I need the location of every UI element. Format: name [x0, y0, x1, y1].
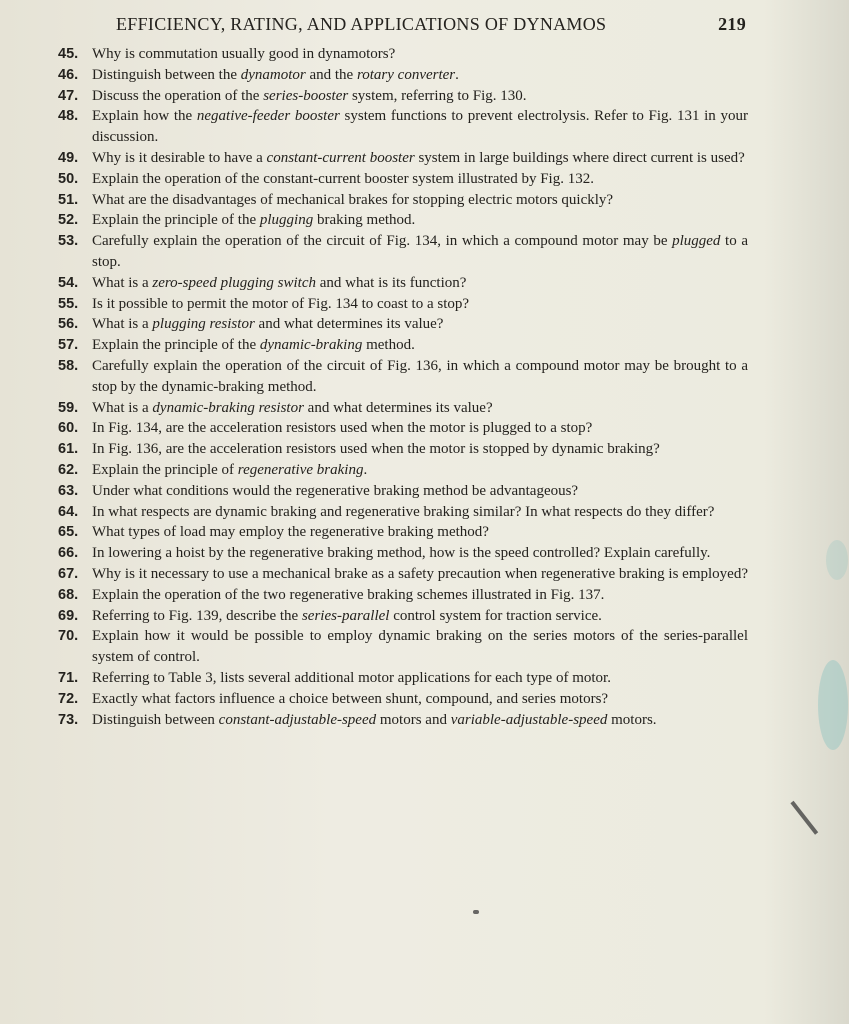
question-list	[58, 44, 748, 730]
question-text-segment: Referring to Fig. 139, describe the	[92, 607, 302, 624]
question-text	[92, 190, 748, 211]
question-text-segment: motors.	[607, 711, 657, 728]
question-text-segment: .	[455, 66, 459, 83]
question-number: 49.	[58, 149, 79, 166]
question-text-segment: Explain the operation of the two regenerative braking schemes illustrated in Fig. 137.	[92, 586, 605, 603]
question-number: 59.	[58, 399, 79, 416]
question-text	[92, 398, 748, 419]
question-text-segment: Distinguish between the	[92, 66, 241, 83]
question-item	[58, 273, 748, 294]
emphasized-term: zero-speed plugging switch	[152, 274, 316, 291]
question-text	[92, 689, 748, 710]
emphasized-term: variable-adjustable-speed	[450, 711, 608, 728]
question-text-segment: In what respects are dynamic braking and regenerative braking similar? In what respects do they differ?	[92, 503, 715, 520]
question-text	[92, 564, 748, 585]
question-text-segment: In Fig. 134, are the acceleration resistors used when the motor is plugged to a stop?	[92, 420, 593, 437]
emphasized-term: regenerative braking	[237, 461, 364, 478]
question-text	[92, 481, 748, 502]
question-text-segment: Explain how it would be possible to employ dynamic braking on the series motors of the series-parallel system of control.	[92, 628, 748, 666]
question-number: 45.	[58, 46, 79, 62]
question-text-segment: Explain how the	[92, 108, 197, 125]
question-item	[58, 335, 748, 356]
question-text-segment: Explain the principle of the	[92, 212, 260, 229]
question-text	[92, 626, 748, 668]
question-item	[58, 169, 748, 190]
emphasized-term: negative-feeder booster	[196, 108, 340, 125]
question-item	[58, 543, 748, 564]
question-text-segment: to a stop.	[92, 233, 749, 270]
question-number: 50.	[58, 170, 79, 187]
question-text	[92, 314, 748, 335]
emphasized-term: plugging	[259, 212, 314, 229]
emphasized-term: constant-adjustable-speed	[218, 711, 377, 728]
question-text-segment: method.	[362, 337, 415, 354]
question-number: 63.	[58, 482, 79, 499]
question-number: 52.	[58, 212, 79, 229]
question-item	[58, 418, 748, 439]
question-text	[92, 606, 748, 627]
question-text	[92, 86, 748, 107]
question-number: 56.	[58, 316, 79, 333]
water-stain	[818, 660, 848, 750]
question-text-segment: Under what conditions would the regenerative braking method be advantageous?	[92, 482, 579, 499]
question-text-segment: What types of load may employ the regenerative braking method?	[92, 524, 489, 541]
question-number: 55.	[58, 295, 79, 312]
emphasized-term: dynamic-braking resistor	[152, 399, 304, 416]
question-text	[92, 106, 748, 148]
question-item	[58, 481, 748, 502]
question-number: 57.	[58, 337, 79, 354]
question-item	[58, 626, 748, 668]
question-text	[92, 502, 748, 523]
question-number: 70.	[58, 628, 79, 645]
ink-dot	[473, 910, 479, 914]
question-text-segment: system, referring to Fig. 130.	[348, 87, 527, 104]
question-text	[92, 273, 748, 294]
question-text	[92, 294, 748, 315]
question-text	[92, 148, 748, 169]
question-text	[92, 543, 748, 564]
question-number: 53.	[58, 233, 79, 250]
emphasized-term: dynamotor	[240, 66, 306, 83]
question-text-segment: control system for traction service.	[389, 607, 602, 624]
question-number: 47.	[58, 87, 79, 104]
question-text	[92, 356, 748, 398]
question-text	[92, 439, 748, 460]
question-item	[58, 689, 748, 710]
question-text-segment: system functions to prevent electrolysis. Refer to Fig. 131 in your discussion.	[92, 108, 748, 146]
question-item	[58, 398, 748, 419]
question-text-segment: Distinguish between	[92, 711, 219, 728]
question-text	[92, 460, 748, 481]
question-number: 69.	[58, 607, 79, 624]
question-number: 46.	[58, 66, 79, 83]
question-item	[58, 314, 748, 335]
chapter-title: EFFICIENCY, RATING, AND APPLICATIONS OF DYNAMOS	[116, 14, 607, 34]
question-text-segment: Discuss the operation of the	[92, 87, 264, 104]
question-number: 64.	[58, 503, 79, 520]
question-text-segment: Why is it desirable to have a	[92, 149, 267, 166]
question-text-segment: What is a	[92, 399, 153, 416]
question-item	[58, 460, 748, 481]
question-text-segment: and what determines its value?	[303, 399, 493, 416]
question-item	[58, 65, 748, 86]
question-text-segment: Why is it necessary to use a mechanical brake as a safety precaution when regenerative braking is employed?	[92, 565, 748, 582]
question-text-segment: and what is its function?	[316, 274, 467, 291]
question-text-segment: and what determines its value?	[254, 316, 444, 333]
question-item	[58, 210, 748, 231]
question-item	[58, 356, 748, 398]
question-text-segment: What is a	[92, 316, 153, 333]
question-text-segment: Explain the operation of the constant-current booster system illustrated by Fig. 132.	[92, 170, 594, 187]
question-number: 62.	[58, 461, 79, 478]
question-text-segment: Referring to Table 3, lists several additional motor applications for each type of motor.	[92, 669, 611, 686]
question-text-segment: In lowering a hoist by the regenerative braking method, how is the speed controlled? Explain carefully.	[92, 545, 711, 562]
question-text-segment: Is it possible to permit the motor of Fig. 134 to coast to a stop?	[92, 295, 470, 312]
question-item	[58, 606, 748, 627]
question-number: 66.	[58, 545, 79, 562]
question-text-segment: What are the disadvantages of mechanical brakes for stopping electric motors quickly?	[92, 191, 614, 208]
question-number: 71.	[58, 669, 79, 686]
question-item	[58, 668, 748, 689]
question-number: 58.	[58, 357, 79, 374]
emphasized-term: dynamic-braking	[259, 337, 363, 354]
question-text-segment: Carefully explain the operation of the circuit of Fig. 136, in which a compound motor may be brought to a stop by the dynamic-braking method.	[92, 357, 748, 395]
emphasized-term: series-booster	[263, 87, 349, 104]
question-item	[58, 585, 748, 606]
question-number: 72.	[58, 690, 79, 707]
question-text-segment: braking method.	[313, 212, 416, 229]
question-item	[58, 231, 748, 273]
question-text	[92, 231, 748, 273]
question-text-segment: In Fig. 136, are the acceleration resistors used when the motor is stopped by dynamic braking?	[92, 441, 660, 458]
question-text	[92, 65, 748, 86]
question-text	[92, 585, 748, 606]
emphasized-term: rotary converter	[356, 66, 456, 83]
question-item	[58, 439, 748, 460]
question-item	[58, 44, 748, 65]
question-text-segment: and the	[305, 66, 357, 83]
emphasized-term: plugging resistor	[152, 316, 255, 333]
question-text	[92, 522, 748, 543]
question-item	[58, 106, 748, 148]
question-number: 51.	[58, 191, 79, 208]
question-number: 73.	[58, 711, 79, 728]
question-text	[92, 668, 748, 689]
question-item	[58, 148, 748, 169]
question-text-segment: Why is commutation usually good in dynamotors?	[92, 46, 396, 62]
page-number: 219	[718, 14, 746, 34]
question-text-segment: Exactly what factors influence a choice between shunt, compound, and series motors?	[92, 690, 609, 707]
question-text	[92, 210, 748, 231]
question-text-segment: Explain the principle of	[92, 461, 238, 478]
question-item	[58, 294, 748, 315]
question-text-segment: Explain the principle of the	[92, 337, 260, 354]
water-stain	[826, 540, 848, 580]
question-text-segment: .	[363, 461, 368, 478]
emphasized-term: constant-current booster	[266, 149, 415, 166]
question-item	[58, 502, 748, 523]
question-text-segment: Carefully explain the operation of the circuit of Fig. 134, in which a compound motor may be	[92, 233, 673, 250]
question-item	[58, 522, 748, 543]
question-text	[92, 335, 748, 356]
question-number: 61.	[58, 441, 79, 458]
question-number: 48.	[58, 108, 79, 125]
question-text	[92, 169, 748, 190]
question-text	[92, 710, 748, 731]
pencil-mark	[790, 801, 818, 835]
question-number: 68.	[58, 586, 79, 603]
question-item	[58, 190, 748, 211]
question-item	[58, 564, 748, 585]
question-number: 60.	[58, 420, 79, 437]
question-text	[92, 418, 748, 439]
question-text-segment: What is a	[92, 274, 153, 291]
question-number: 54.	[58, 274, 79, 291]
question-text-segment: system in large buildings where direct current is used?	[414, 149, 745, 166]
question-item	[58, 710, 748, 731]
page-header	[116, 10, 746, 38]
question-number: 67.	[58, 565, 79, 582]
question-number: 65.	[58, 524, 79, 541]
emphasized-term: series-parallel	[301, 607, 390, 624]
question-text-segment: motors and	[376, 711, 451, 728]
emphasized-term: plugged	[672, 233, 721, 250]
question-text	[92, 44, 748, 65]
question-item	[58, 86, 748, 107]
